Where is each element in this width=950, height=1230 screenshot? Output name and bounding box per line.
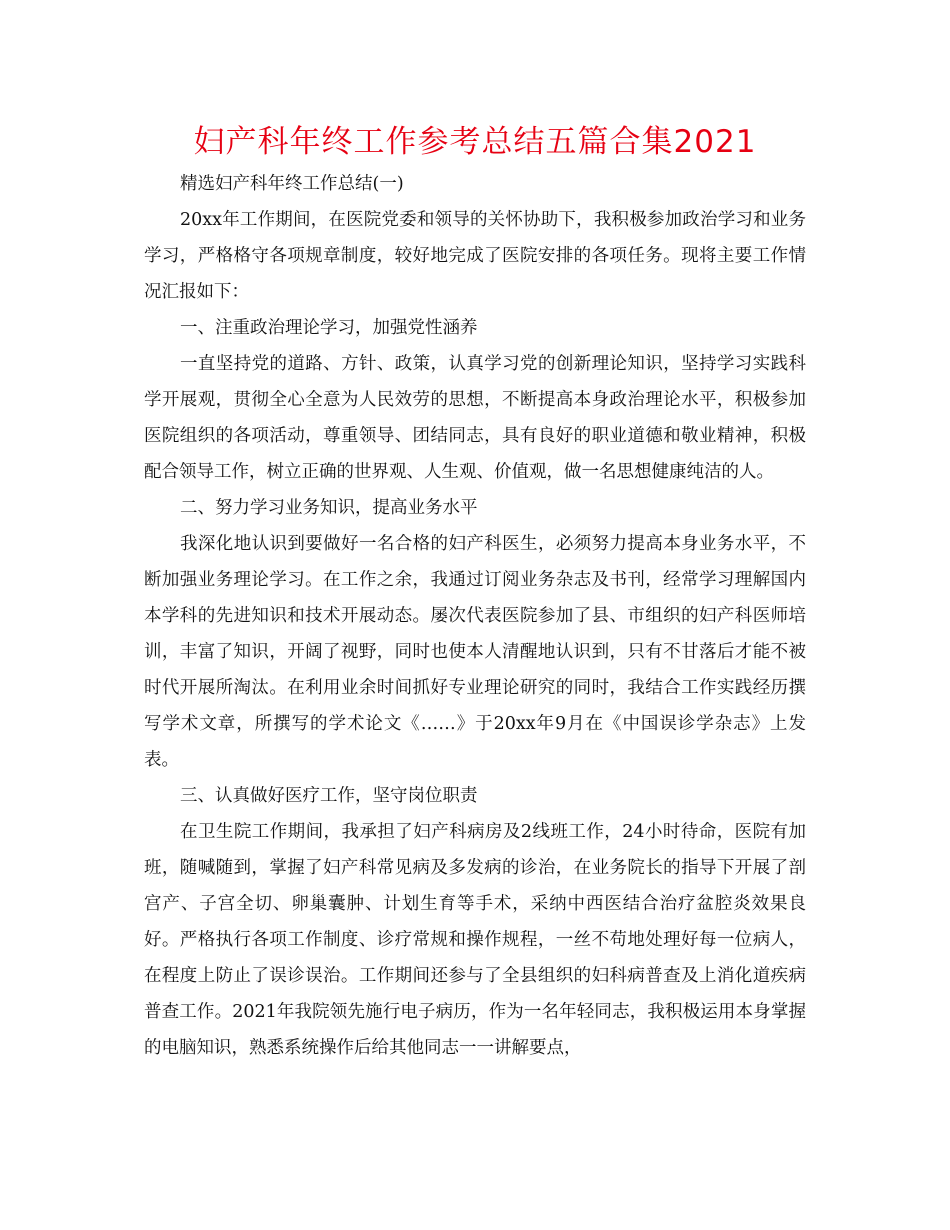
section-heading-1: 一、注重政治理论学习，加强党性涵养 bbox=[180, 318, 478, 338]
section-heading-2: 二、努力学习业务知识，提高业务水平 bbox=[180, 498, 478, 518]
section-paragraph-1: 一直坚持党的道路、方针、政策，认真学习党的创新理论知识，坚持学习实践科学开展观，贯彻全心全意为人民效劳的思想，不断提高本身政治理论水平，积极参加医院组织的各项活动，尊重领导、团结同志，具有良好的职业道德和敬业精神，积极配合领导工作，树立正确的世界观、人生观、价值观，做一名思想健康纯洁的人。 bbox=[144, 354, 806, 482]
subtitle-paragraph: 精选妇产科年终工作总结(一) bbox=[180, 174, 404, 194]
intro-paragraph: 20xx年工作期间，在医院党委和领导的关怀协助下，我积极参加政治学习和业务学习，严格格守各项规章制度，较好地完成了医院安排的各项任务。现将主要工作情况汇报如下： bbox=[144, 210, 806, 302]
section-paragraph-3: 在卫生院工作期间，我承担了妇产科病房及2线班工作，24小时待命，医院有加班，随喊随到，掌握了妇产科常见病及多发病的诊治，在业务院长的指导下开展了剖宫产、子宫全切、卵巢囊肿、计划生育等手术，采纳中西医结合治疗盆腔炎效果良好。严格执行各项工作制度、诊疗常规和操作规程，一丝不苟地处理好每一位病人，在程度上防止了误诊误治。工作期间还参与了全县组织的妇科病普查及上消化道疾病普查工作。2021年我院领先施行电子病历，作为一名年轻同志，我积极运用本身掌握的电脑知识，熟悉系统操作后给其他同志一一讲解要点， bbox=[144, 822, 806, 1058]
section-paragraph-2: 我深化地认识到要做好一名合格的妇产科医生，必须努力提高本身业务水平，不断加强业务理论学习。在工作之余，我通过订阅业务杂志及书刊，经常学习理解国内本学科的先进知识和技术开展动态。屡次代表医院参加了县、市组织的妇产科医师培训，丰富了知识，开阔了视野，同时也使本人清醒地认识到，只有不甘落后才能不被时代开展所淘汰。在利用业余时间抓好专业理论研究的同时，我结合工作实践经历撰写学术文章，所撰写的学术论文《……》于20xx年9月在《中国误诊学杂志》上发表。 bbox=[144, 534, 806, 770]
section-heading-3: 三、认真做好医疗工作，坚守岗位职责 bbox=[180, 786, 478, 806]
document-title: 妇产科年终工作参考总结五篇合集2021 bbox=[193, 124, 757, 160]
document-body bbox=[144, 166, 806, 1066]
